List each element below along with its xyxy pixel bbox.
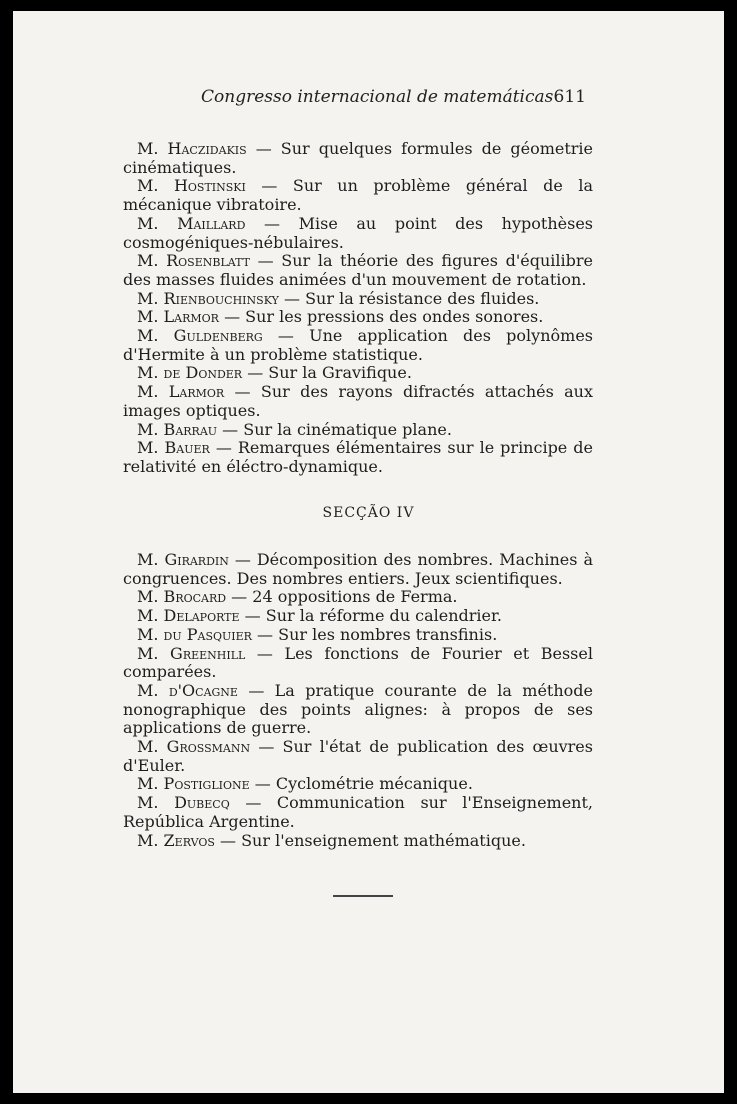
communication-entry xyxy=(123,626,593,645)
communication-title: — Décomposition des nombres. Machines à congruences. Des nombres entiers. Jeux scientifiques. xyxy=(123,550,593,588)
communication-title: — Une application des polynômes d'Hermite à un problème statistique. xyxy=(123,326,593,364)
communication-entry xyxy=(123,775,593,794)
communication-entry xyxy=(123,421,593,440)
communication-entry xyxy=(123,607,593,626)
communication-entry xyxy=(123,327,593,364)
author-name: M. Maillard xyxy=(137,213,246,233)
author-name: M. d'Ocagne xyxy=(137,680,238,700)
author-name: M. Girardin xyxy=(137,550,229,569)
page-number: 611 xyxy=(553,87,586,107)
author-name: M. Rosenblatt xyxy=(137,251,250,271)
communication-entry xyxy=(123,682,593,738)
end-rule xyxy=(333,895,393,897)
author-name: M. Delaporte xyxy=(137,606,240,626)
communication-title: — Les fonctions de Fourier et Bessel comparées. xyxy=(123,643,593,682)
communication-entry xyxy=(123,794,593,831)
communication-title: — Sur la réforme du calendrier. xyxy=(244,606,502,626)
running-header xyxy=(201,87,586,107)
author-name: M. de Donder xyxy=(137,363,243,383)
communications-list-top xyxy=(123,140,593,477)
book-page xyxy=(13,11,724,1093)
communication-entry xyxy=(123,588,593,607)
communication-entry xyxy=(123,645,593,682)
communication-entry xyxy=(123,439,593,476)
communication-entry xyxy=(123,177,593,214)
communication-title: — 24 oppositions de Ferma. xyxy=(231,587,458,607)
author-name: M. Brocard xyxy=(137,587,227,607)
communication-entry xyxy=(123,383,593,420)
author-name: M. Postiglione xyxy=(137,774,250,794)
communication-title: — Sur les nombres transfinis. xyxy=(257,624,498,644)
author-name: M. Dubecq xyxy=(137,793,230,813)
author-name: M. Larmor xyxy=(137,307,219,327)
author-name: M. Larmor xyxy=(137,382,225,402)
section-heading: SECÇÃO IV xyxy=(322,505,415,521)
communication-title: — Sur la cinématique plane. xyxy=(222,419,452,439)
communication-title: — Sur les pressions des ondes sonores. xyxy=(224,307,544,327)
communication-title: — Sur un problème général de la mécanique vibratoire. xyxy=(123,176,593,215)
communication-title: — Cyclométrie mécanique. xyxy=(254,774,473,794)
communications-list-section-iv xyxy=(123,551,593,850)
communication-title: — Mise au point des hypothèses cosmogéniques-nébulaires. xyxy=(123,213,593,252)
author-name: M. Haczidakis xyxy=(137,139,247,158)
communication-entry xyxy=(123,140,593,177)
communication-title: — Sur la Gravifique. xyxy=(247,363,412,383)
communication-entry xyxy=(123,832,593,851)
communication-title: — Sur la théorie des figures d'équilibre des masses fluides animées d'un mouvement de rotation. xyxy=(123,251,593,289)
communication-title: — La pratique courante de la méthode nonographique des points alignes: à propos de ses applications de guerre. xyxy=(123,680,593,738)
author-name: M. du Pasquier xyxy=(137,624,252,644)
author-name: M. Hostinski xyxy=(137,176,246,196)
communication-title: — Remarques élémentaires sur le principe de relativité en éléctro-dynamique. xyxy=(123,438,594,476)
author-name: M. Rienbouchinsky xyxy=(137,288,279,308)
running-title: Congresso internacional de matemáticas xyxy=(201,87,554,107)
communication-entry xyxy=(123,252,593,289)
communication-title: — Sur l'état de publication des œuvres d'Euler. xyxy=(123,737,593,775)
communication-entry xyxy=(123,215,593,252)
author-name: M. Guldenberg xyxy=(137,326,263,346)
author-name: M. Barrau xyxy=(137,419,218,439)
communication-title: — Sur des rayons difractés attachés aux images optiques. xyxy=(123,382,593,420)
communication-entry xyxy=(123,364,593,383)
communication-entry xyxy=(123,308,593,327)
communication-entry xyxy=(123,738,593,775)
communication-title: — Sur quelques formules de géometrie cinématiques. xyxy=(123,139,594,177)
communication-title: — Sur l'enseignement mathématique. xyxy=(220,830,526,850)
author-name: M. Bauer xyxy=(137,438,210,458)
author-name: M. Grossmann xyxy=(137,737,251,757)
author-name: M. Greenhill xyxy=(137,643,246,663)
communication-title: — Sur la résistance des fluides. xyxy=(283,288,540,308)
communication-entry xyxy=(123,551,593,588)
communication-entry xyxy=(123,290,593,309)
author-name: M. Zervos xyxy=(137,830,215,850)
communication-title: — Communication sur l'Enseignement, República Argentine. xyxy=(123,793,593,831)
